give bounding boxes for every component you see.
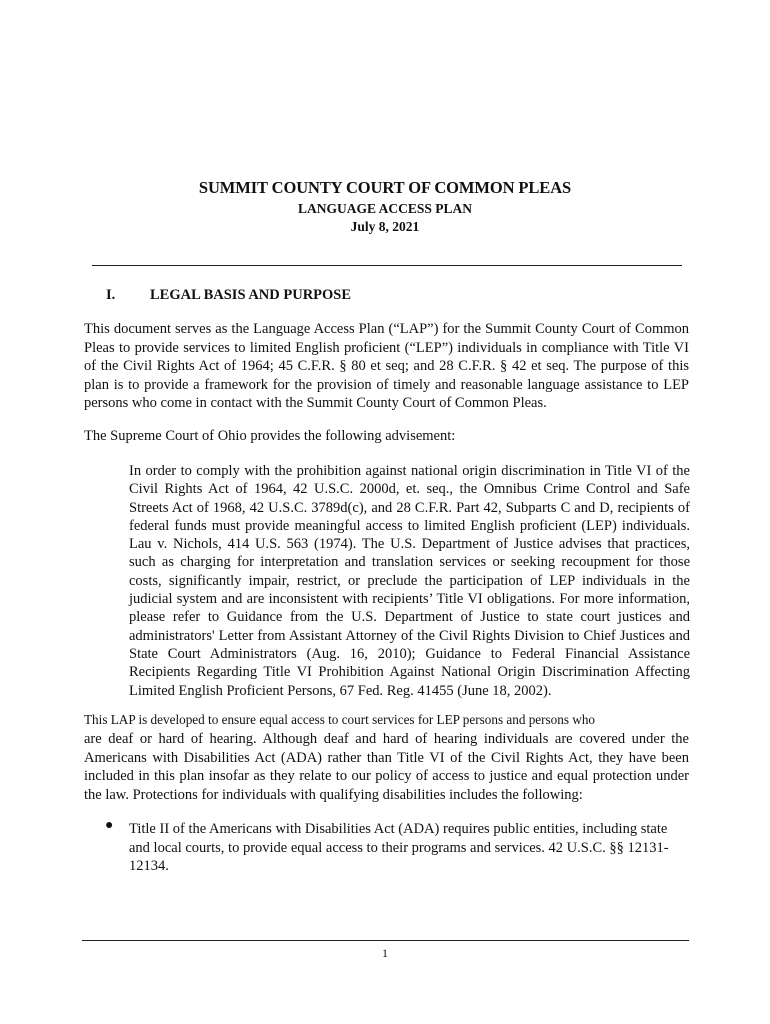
bullet-icon: ● bbox=[105, 818, 114, 833]
footer-divider bbox=[82, 940, 689, 941]
document-title: SUMMIT COUNTY COURT OF COMMON PLEAS bbox=[198, 178, 572, 197]
paragraph-ada: are deaf or hard of hearing. Although deaf and hard of hearing individuals are covered under the Americans with Disabilities Act (ADA) rather than Title VI of the Civil Rights Act, they have been included in this plan insofar as they relate to our policy of access to justice and equal protection under the law. Protections for individuals with qualifying disabilities includes the following: bbox=[84, 731, 689, 803]
header-divider bbox=[92, 265, 682, 266]
page-number: 1 bbox=[382, 946, 388, 960]
paragraph-advisement-intro: The Supreme Court of Ohio provides the following advisement: bbox=[84, 428, 456, 444]
list-item-title-ii: Title II of the Americans with Disabilities Act (ADA) requires public entities, including state and local courts, to provide equal access to their programs and services. 42 U.S.C. §§ 12131-12134. bbox=[129, 821, 669, 874]
document-date: July 8, 2021 bbox=[350, 219, 420, 234]
section-number: I. bbox=[106, 287, 116, 303]
paragraph-purpose: This document serves as the Language Access Plan (“LAP”) for the Summit County Court of Common Pleas to provide services to limited English proficient (“LEP”) individuals in compliance with Title VI of the Civil Rights Act of 1964; 45 C.F.R. § 80 et seq; and 28 C.F.R. § 42 et seq. The purpose of this plan is to provide a framework for the provision of timely and reasonable language assistance to LEP persons who come in contact with the Summit County Court of Common Pleas. bbox=[84, 321, 689, 411]
paragraph-ada-first-line: This LAP is developed to ensure equal access to court services for LEP persons and persons who bbox=[84, 712, 596, 727]
block-quote-advisement: In order to comply with the prohibition against national origin discrimination in Title VI of the Civil Rights Act of 1964, 42 U.S.C. 2000d, et. seq., the Omnibus Crime Control and Safe Streets Act of 1968, 42 U.S.C. 3789d(c), and 28 C.F.R. Part 42, Subparts C and D, recipients of federal funds must provide meaningful access to limited English proficient (LEP) individuals. Lau v. Nichols, 414 U.S. 563 (1974). The U.S. Department of Justice advises that practices, such as charging for interpretation and translation services or seeking recoupment for those costs, significantly impair, restrict, or preclude the participation of LEP individuals in the judicial system and are inconsistent with recipients’ Title VI obligations. For more information, please refer to Guidance from the U.S. Department of Justice to state court justices and administrators' Letter from Assistant Attorney of the Civil Rights Division to Chief Justices and State Court Administrators (Aug. 16, 2010); Guidance to Federal Financial Assistance Recipients Regarding Title VI Prohibition Against National Origin Discrimination Affecting Limited English Proficient Persons, 67 Fed. Reg. 41455 (June 18, 2002). bbox=[129, 463, 690, 699]
section-title: LEGAL BASIS AND PURPOSE bbox=[150, 287, 352, 303]
document-subtitle: LANGUAGE ACCESS PLAN bbox=[297, 201, 473, 216]
